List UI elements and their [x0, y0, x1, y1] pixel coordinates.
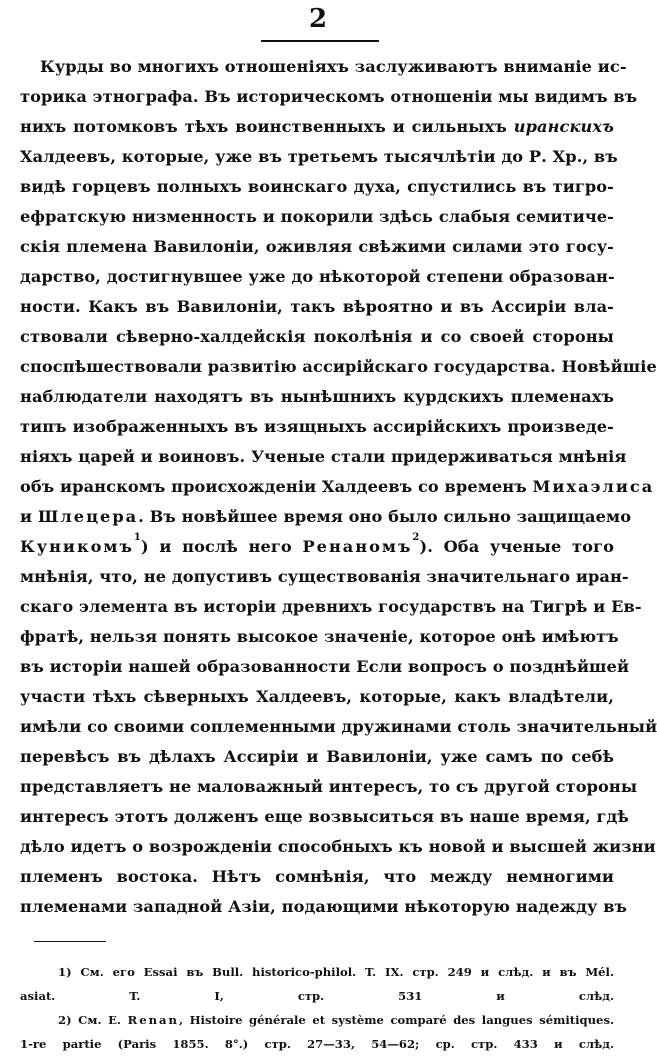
text-segment: , Histoire générale et système comparé des langues sémitiques. [178, 1013, 615, 1027]
footnote-1-line-2: asiat. T. I, стр. 531 и слѣд. [20, 989, 614, 1003]
text-line: видѣ горцевъ полныхъ воинскаго духа, спустились въ тигро- [20, 177, 614, 196]
text-segment: и [20, 507, 33, 526]
spaced-name: Шлецера [37, 507, 139, 526]
text-line [20, 532, 614, 562]
footnote-2-line-1 [20, 1008, 614, 1032]
text-line: имѣли со своими соплеменными дружинами столь значительный [20, 717, 657, 736]
text-line: ности. Какъ въ Вавилоніи, такъ вѣроятно и въ Ассиріи вла- [20, 297, 614, 316]
text-line: споспѣшествовали развитію ассирійскаго государства. Новѣйшіе [20, 357, 657, 376]
text-segment: нихъ потомковъ тѣхъ воинственныхъ и сильныхъ [20, 117, 507, 136]
text-line [20, 472, 655, 502]
text-line: въ исторіи нашей образованности Если вопросъ о позднѣйшей [20, 657, 630, 676]
text-line: дѣло идетъ о возрожденіи способныхъ къ новой и высшей жизни [20, 837, 656, 856]
footnote-1-line-1: 1) См. его Essai въ Bull. historico-philol. T. IX. стр. 249 и слѣд. и въ Mél. [58, 965, 614, 979]
text-line: Курды во многихъ отношеніяхъ заслуживаютъ вниманіе ис- [40, 57, 627, 76]
text-segment: ) и послѣ него [140, 537, 292, 556]
text-line: торика этнографа. Въ историческомъ отношеніи мы видимъ въ [20, 87, 638, 106]
text-line: участи тѣхъ сѣверныхъ Халдеевъ, которые, какъ владѣтели, [20, 687, 614, 706]
text-line: племенъ востока. Нѣтъ сомнѣнія, что между немногими [20, 867, 614, 886]
spaced-name: Ренаномъ [302, 537, 413, 556]
text-line [20, 502, 632, 532]
text-line: дарство, достигнувшее уже до нѣкоторой степени образован- [20, 267, 615, 286]
text-line: мнѣнія, что, не допустивъ существованія значительнаго иран- [20, 567, 629, 586]
text-line: ствовали сѣверно-халдейскія поколѣнія и со своей стороны [20, 327, 614, 346]
text-line: фратѣ, нельзя понять высокое значеніе, которое онѣ имѣютъ [20, 627, 619, 646]
text-line: Халдеевъ, которые, уже въ третьемъ тысячлѣтіи до Р. Хр., въ [20, 147, 618, 166]
text-line: наблюдатели находятъ въ нынѣшнихъ курдскихъ племенахъ [20, 387, 614, 406]
body-text [20, 52, 657, 922]
text-line: ніяхъ царей и воиновъ. Ученые стали придерживаться мнѣнія [20, 447, 627, 466]
footnote-ref: 1 [133, 531, 141, 543]
text-line: ефратскую низменность и покорили здѣсь слабыя семитиче- [20, 207, 614, 226]
text-line [20, 112, 614, 142]
text-line: перевѣсъ въ дѣлахъ Ассиріи и Вавилоніи, уже самъ по себѣ [20, 747, 614, 766]
text-segment: ). Оба ученые того [419, 537, 614, 556]
page-number: 2 [308, 4, 328, 34]
footnote-rule [34, 941, 106, 942]
text-segment: 2) См. E. [58, 1013, 121, 1027]
header-rule [261, 40, 379, 42]
text-line: племенами западной Азіи, подающими нѣкоторую надежду въ [20, 897, 628, 916]
text-line: интересъ этотъ долженъ еще возвыситься въ наше время, гдѣ [20, 807, 629, 826]
text-line: скія племена Вавилоніи, оживляя свѣжими силами это госу- [20, 237, 614, 256]
text-line: типъ изображенныхъ въ изящныхъ ассирійскихъ произведе- [20, 417, 614, 436]
text-segment: объ иранскомъ происхожденіи Халдеевъ со временъ [20, 477, 527, 496]
footnote-2-line-2: 1-re partie (Paris 1855. 8°.) стр. 27—33, 54—62; ср. стр. 433 и слѣд. [20, 1037, 614, 1051]
spaced-name: Renan [127, 1013, 179, 1027]
text-line: скаго элемента въ исторіи древнихъ государствъ на Тигрѣ и Ев- [20, 597, 642, 616]
spaced-name: Куникомъ [20, 537, 134, 556]
spaced-name: Михаэлиса [532, 477, 655, 496]
footnotes [20, 960, 614, 1056]
italic-word: иранскихъ [513, 117, 614, 136]
text-line: представляетъ не маловажный интересъ, то съ другой стороны [20, 777, 638, 796]
footnote-ref: 2 [412, 531, 420, 543]
text-segment: . Въ новѣйшее время оно было сильно защищаемо [138, 507, 632, 526]
